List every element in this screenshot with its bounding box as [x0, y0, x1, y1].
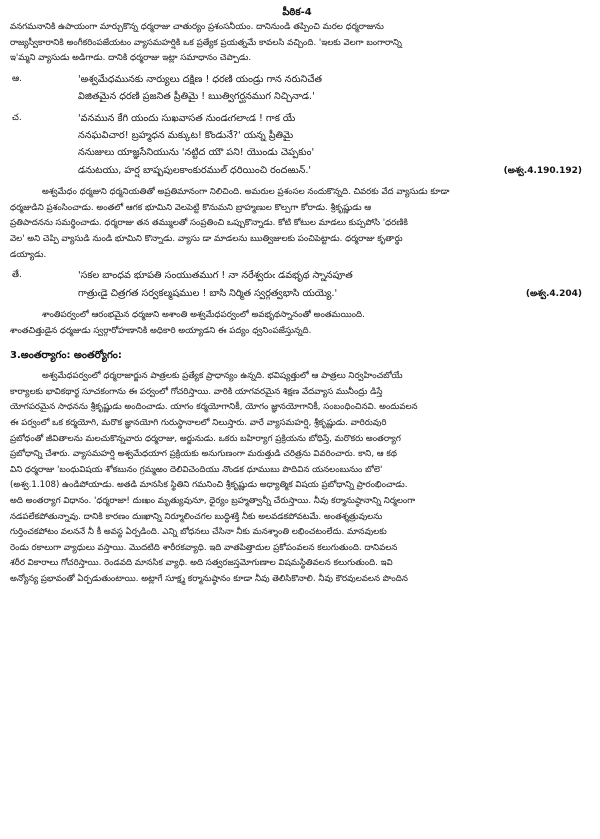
text-line: అది అంతర్యాగ విధానం. 'ధర్మరాజా! దుఃఖం మృత్యువునూ, ధైర్యం బ్రహ్మత్వాన్నీ చేరుస్తాయి. నీవు కర్మానుష్ఠానాన్ని నిర్మలంగా: [10, 495, 416, 506]
text-line: డయ్యాడు.: [10, 249, 47, 260]
text-line: శాంతచిత్తుడైన ధర్మజుడు స్వర్గారోహణానికి అధికారి అయ్యాడని ఈ పద్యం ధ్వనింపజేస్తున్నది.: [10, 325, 312, 336]
verse-line: ననఘవిచార! బ్రహ్మధన మక్కుట! కొండునే?' యన్న ప్రీతిమై: [78, 130, 294, 141]
verse-reference: (అశ్వ.4.204): [525, 288, 582, 299]
verse-reference: (అశ్వ.4.190.192): [503, 165, 582, 176]
text-line: అన్యోన్య ప్రభావంతో ఏర్పడుతుంటాయి. అట్లాగే సూక్ష్మ కర్మానుష్ఠానం కూడా నీవు తెలిసికొనాలి. నీవు కౌరవులవలన పొందిన: [10, 573, 408, 584]
verse-line: ననుజులు యాజ్ఞసేనియును 'నట్టిద యౌ పని! యొండు చెప్పకుం': [78, 147, 315, 159]
text-line: అశ్వమేధం ధర్మజుని ధర్మనియతితో అప్రతిమానంగా నిలిచింది. అమరుల ప్రశంసల నందుకొన్నది. చివరకు వేద వ్యాసుడు కూడా: [42, 187, 450, 198]
text-line: వనగమనానికి ఉపాయంగా మార్చుకొన్న ధర్మరాజు చాతుర్యం ప్రశంసనీయం. దానినుండి తప్పించి మరల ధర్మరాజును: [10, 22, 384, 32]
text-line: నడపలేకపోతున్నావు. దానికి కారణం దుఃఖాన్ని నిర్మూలించగల బుద్ధిశక్తి నీకు అలవడకపోవటమే. అంతశ్శత్రువులను: [10, 511, 383, 522]
paragraph-antaryagam: [10, 369, 584, 587]
text-line: కార్యాలకు భావికథార్థ సూచకంగాను ఈ పర్వంలో గోచరిస్తాయి. వారికి యాగవరమైన శిక్షణ వేదవ్యాస మునీంద్రు డిస్తే: [10, 386, 383, 397]
verse-marker: ఆ.: [12, 73, 23, 84]
intro-paragraph: [10, 20, 584, 67]
verse-champakamala: [10, 110, 584, 180]
text-line: ఇ'మ్మని వ్యాసుడు అడిగాడు. దానికి ధర్మరాజు ఇట్లా సమాధానం చెప్పాడు.: [10, 53, 252, 64]
paragraph-shanti: [10, 308, 584, 339]
text-line: గుర్తించకపోటం వలననే నీ కీ అవస్థ ఏర్పడింది. ఎన్ని బోధనలు చేసినా నీకు మనశ్శాంతి లభించటంలేదు. మానవులకు: [10, 527, 387, 538]
text-line: రాజ్యస్వీకారానికి అంగీకరింపజేయటం వ్యాసమహర్షికి ఒక ప్రత్యేక ప్రయత్నమే కావలసి వచ్చింది. 'ఇలకు వెలగా బంగారాన్ని: [10, 37, 402, 48]
text-line: అశ్వమేధపర్వంలో ధర్మరాజార్జున పాత్రలకు ప్రత్యేక ప్రాధాన్యం ఉన్నది. భవిష్యత్తులో ఆ పాత్రలు నిర్వహించబోయే: [42, 371, 403, 382]
verse-line: డనుటయు, హర్ష బాష్పపులకాంకురముల్ ధరియించి రందఱున్.': [78, 164, 312, 176]
text-line: ప్రబోధంతో జీవితాలను మలచుకొన్నవారు ధర్మరాజు, అర్జునుడు. ఒకరు బహిర్యాగ ప్రక్రియను బోధిస్తే, మరొకరు అంతర్యాగ: [10, 433, 401, 444]
verse-teetageethi: [10, 267, 584, 302]
text-line: (అశ్వ.1.108) ఉండిపోయాడు. అతడి మానసిక స్థితిని గమనించి శ్రీకృష్ణుడు అధ్యాత్మిక విషయ ప్రబోధాన్ని ప్రారంభించాడు.: [10, 480, 408, 491]
text-line: రెండు రకాలుగా వ్యాధులు వస్తాయి. మొదటిది శారీరకవ్యాధి. ఇది వాతపిత్తాదుల ప్రకోపంవలన కలుగుతుంది. దానివలన: [10, 542, 398, 553]
text-line: ధర్మజుడిని ప్రశంసించాడు. అంతలో ఆగక భూమిని వెలపెట్టి కొనుమని బ్రాహ్మణుల కొల్పగా కోరాడు. శ్రీకృష్ణుడు ఆ: [10, 202, 372, 213]
text-line: శరీర వికారాలు గోచరిస్తాయి. రెండవది మానసిక వ్యాధి. అది సత్వరజస్తమోగుణాల విషమస్థితివలన కలుగుతుంది. ఇవి: [10, 558, 393, 569]
text-line: ప్రబోధాన్ని చేశారు. వ్యాసమహర్షి అశ్వమేధయాగ ప్రక్రియకు అనుగుణంగా మరుత్తుడి చరిత్రను వివరించారు. కాని, ఆ కథ: [10, 449, 397, 460]
text-line: శాంతిపర్వంలో ఆరంభమైన ధర్మజుని అశాంతి అశ్వమేధపర్వంలో అవభృథస్నానంతో అంతమయింది.: [42, 310, 365, 320]
page-header: పీఠిక-4: [282, 7, 312, 18]
section-heading: 3.అంతర్యాగం: అంతర్యోగం:: [10, 350, 122, 362]
verse-line: 'వనమున కేగి యందు సుఖవాసత నుండఁగలాఁడ ! గాక యే: [78, 112, 296, 124]
text-line: ప్రతిపాదనను సమర్థించాడు. ధర్మరాజు తన తమ్ములతో సంప్రతించి ఒప్పుకొన్నాడు. కోటి కోటుల మాడలు కుప్పపోసి 'ధరణికి: [10, 218, 408, 229]
verse-marker: చ.: [12, 112, 22, 123]
verse-line: గాత్రుఁడై చిత్రగత సర్వకల్మషముల ! బాసి నిర్మిత స్వర్గత్వభాసి యయ్యె.': [78, 287, 338, 299]
text-line: ఈ పర్వంలో ఒక కర్మయోగి, మరొక జ్ఞానయోగి గురుస్థానాలలో నిలుస్తారు. వారే వ్యాసమహర్షి, శ్రీకృష్ణుడు. వారిరువురి: [10, 417, 387, 428]
verse-aataveladi: [10, 71, 584, 106]
paragraph-ashwamedha: [10, 185, 584, 263]
verse-line: 'అశ్వమేధమునకు నార్యులు దక్షిణ ! ధరణి యండ్రు గాన నరునిచేత: [78, 73, 323, 85]
text-line: వెల' అని చెప్పి వ్యాసుడి నుండి భూమిని కొన్నాడు. వ్యాసు డా మాడలను ఋత్విజులకు పంచిపెట్టాడు. ధర్మరాజు కృతార్థు: [10, 234, 403, 244]
text-line: విని ధర్మరాజు 'బంధువిషయ శోకబునం గ్రమ్మఱం దెలివిచెందియు నొండక ధూముబు పొదివిన యనలంబునుం బోలె': [10, 464, 383, 475]
text-line: యోగపరమైన సాధనను శ్రీకృష్ణుడు అందించాడు. యాగం కర్మయోగానికీ, యోగం జ్ఞానయోగానికీ, సంబంధించినవి. అందువలన: [10, 402, 418, 413]
verse-line: విజితమైన ధరణి ప్రజనిత ప్రీతిమై ! ఋత్విగర్ఘనముగ నిచ్చినాడ.': [78, 91, 315, 103]
verse-marker: తే.: [12, 270, 22, 281]
verse-line: 'సకల బాంధవ భూపతి సంయుతముగ ! నా నరేశ్వరుఁ డవభృథ స్నానపూత: [78, 270, 353, 282]
